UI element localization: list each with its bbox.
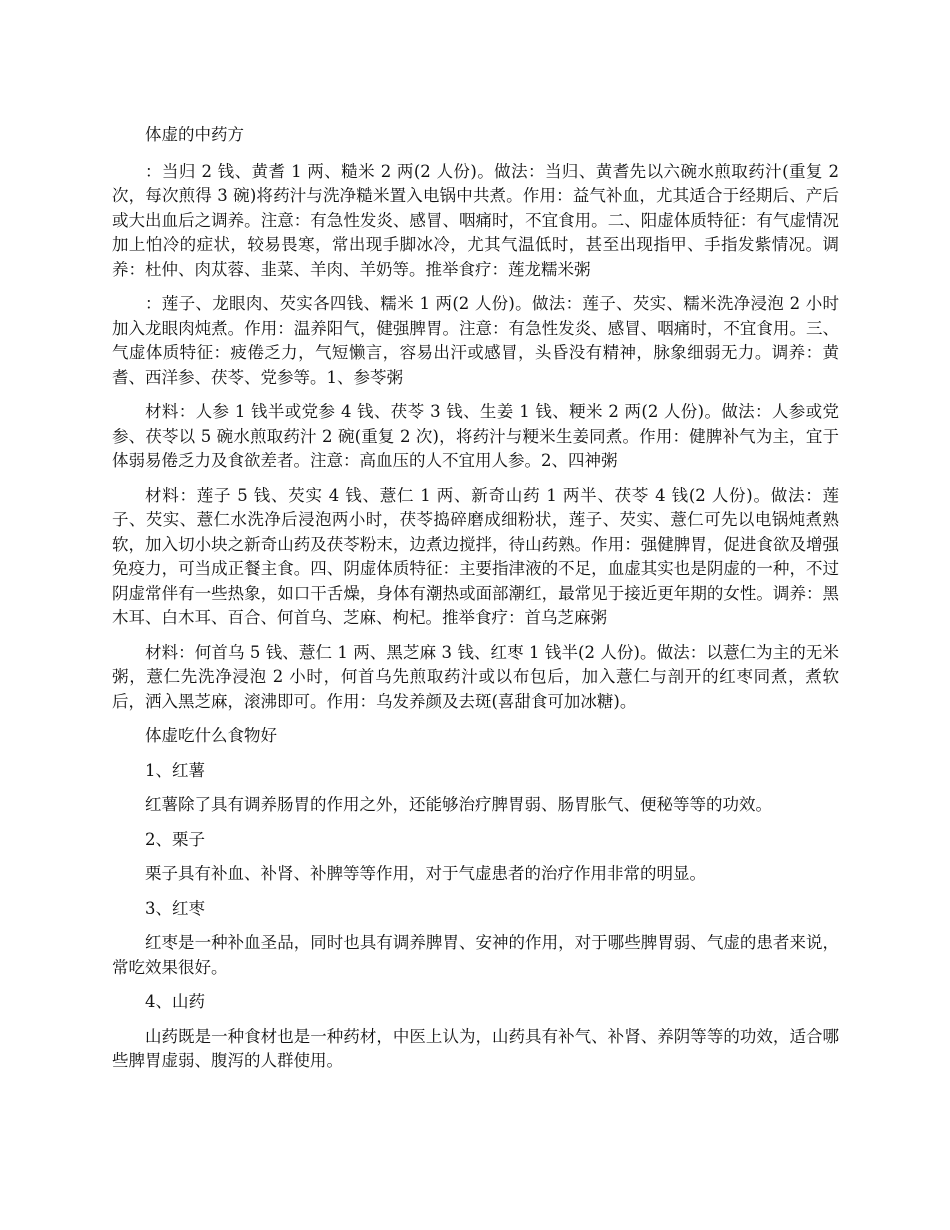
list-item-text: 红薯除了具有调养肠胃的作用之外，还能够治疗脾胃弱、肠胃胀气、便秘等等的功效。	[145, 795, 772, 814]
paragraph-qi-blood-congee: ：当归 2 钱、黄耆 1 两、糙米 2 两(2 人份)。做法：当归、黄耆先以六碗水煎取药汁(重复 2 次，每次煎得 3 碗)将药汁与洗净糙米置入电锅中共煮。作用：益气补血，尤其适合于经期后、产后或大出血后之调养。注意：有急性发炎、感冒、咽痛时，不宜食用。二、阳虚体质特征：有气虚情况加上怕冷的症状，较易畏寒，常出现手脚冰冷，尤其气温低时，甚至出现指甲、手指发紫情况。调养：杜仲、肉苁蓉、韭菜、羊肉、羊奶等。推举食疗：莲龙糯米粥	[112, 161, 839, 279]
document-title: 体虚的中药方	[145, 125, 244, 144]
paragraph-ginseng-congee: 材料：人参 1 钱半或党参 4 钱、茯苓 3 钱、生姜 1 钱、粳米 2 两(2 人份)。做法：人参或党参、茯苓以 5 碗水煎取药汁 2 碗(重复 2 次)，将药汁与粳米生姜同煮。作用：健脾补气为主，宜于体弱易倦乏力及食欲差者。注意：高血压的人不宜用人参。2、四神粥	[112, 402, 839, 470]
list-item-heading: 1、红薯	[145, 760, 205, 780]
list-item-text: 红枣是一种补血圣品，同时也具有调养脾胃、安神的作用，对于哪些脾胃弱、气虚的患者来说，常吃效果很好。	[112, 933, 839, 977]
paragraph-four-gods-congee: 材料：莲子 5 钱、芡实 4 钱、薏仁 1 两、新奇山药 1 两半、茯苓 4 钱(2 人份)。做法：莲子、芡实、薏仁水洗净后浸泡两小时，茯苓捣碎磨成细粉状，莲子、芡实、薏仁可先以电锅炖煮熟软，加入切小块之新奇山药及茯苓粉末，边煮边搅拌，待山药熟。作用：强健脾胃，促进食欲及增强免疫力，可当成正餐主食。四、阴虚体质特征：主要指津液的不足，血虚其实也是阴虚的一种，不过阴虚常伴有一些热象，如口干舌燥，身体有潮热或面部潮红，最常见于接近更年期的女性。调养：黑木耳、白木耳、百合、何首乌、芝麻、枸杞。推举食疗：首乌芝麻粥	[112, 485, 839, 627]
document-body	[112, 123, 839, 1084]
list-item-heading: 2、栗子	[145, 829, 205, 849]
section-heading-foods: 体虚吃什么食物好	[145, 726, 277, 745]
list-item-heading: 3、红枣	[145, 898, 205, 918]
list-item-text: 栗子具有补血、补肾、补脾等等作用，对于气虚患者的治疗作用非常的明显。	[145, 864, 706, 883]
paragraph-lotus-congee: ：莲子、龙眼肉、芡实各四钱、糯米 1 两(2 人份)。做法：莲子、芡实、糯米洗净浸泡 2 小时加入龙眼肉炖煮。作用：温养阳气，健强脾胃。注意：有急性发炎、感冒、咽痛时，不宜食用。三、气虚体质特征：疲倦乏力，气短懒言，容易出汗或感冒，头昏没有精神，脉象细弱无力。调养：黄耆、西洋参、茯苓、党参等。1、参苓粥	[112, 294, 839, 387]
list-item-heading: 4、山药	[145, 992, 205, 1011]
paragraph-heshouwu-congee: 材料：何首乌 5 钱、薏仁 1 两、黑芝麻 3 钱、红枣 1 钱半(2 人份)。做法：以薏仁为主的无米粥，薏仁先洗净浸泡 2 小时，何首乌先煎取药汁或以布包后，加入薏仁与剖开的红枣同煮，煮软后，洒入黑芝麻，滚沸即可。作用：乌发养颜及去斑(喜甜食可加冰糖)。	[112, 642, 839, 711]
list-item-text: 山药既是一种食材也是一种药材，中医上认为，山药具有补气、补肾、养阴等等的功效，适合哪些脾胃虚弱、腹泻的人群使用。	[112, 1026, 839, 1070]
